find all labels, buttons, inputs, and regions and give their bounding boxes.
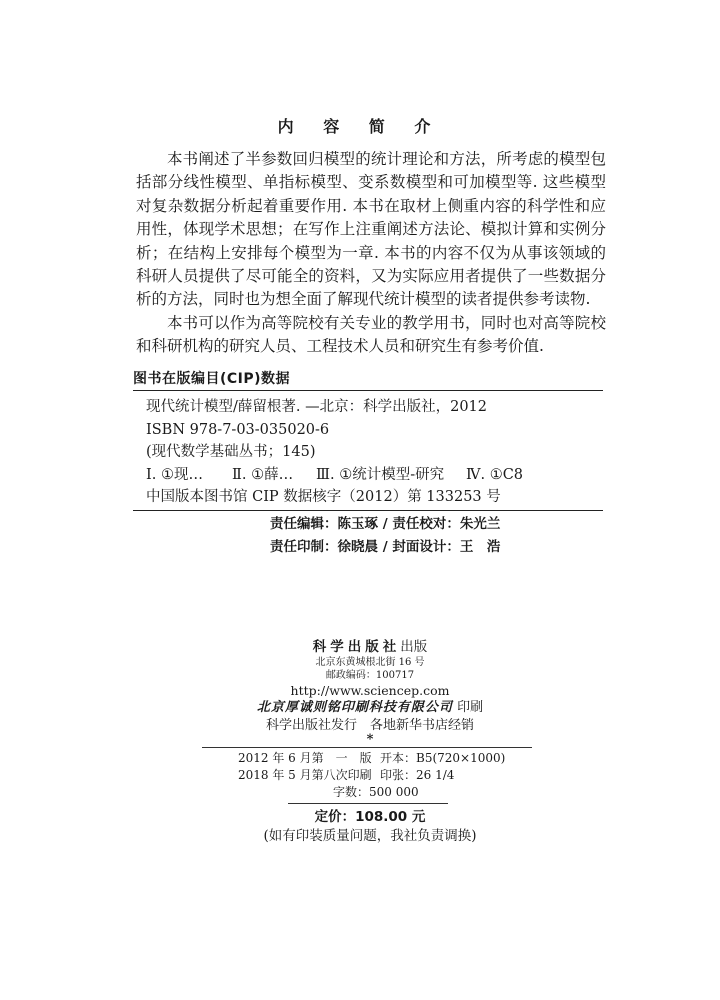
separator-star: * — [366, 732, 374, 747]
word-count-line — [238, 784, 580, 801]
publisher-postcode: 邮政编码：100717 — [325, 670, 415, 681]
edition: 2012 年 6 月第 一 版 — [238, 751, 372, 765]
editorial-staff — [270, 513, 500, 559]
cip-bottom-rule — [133, 510, 603, 511]
cip-data-block — [146, 396, 606, 509]
intro-paragraph-1: 本书阐述了半参数回归模型的统计理论和方法，所考虑的模型包括部分线性模型、单指标模型、变系数模型和可加模型等. 这些模型对复杂数据分析起着重要作用. 本书在取材上侧重内容的科学性和应用性，体现学术思想；在写作上注重阐述方法论、模拟计算和实例分析；在结构上安排每个模型为一章. 本书的内容不仅为从事该领域的科研人员提供了尽可能全的资料，又为实际应用者提供了一些数据分析的方法，同时也为想全面了解现代统计模型的读者提供参考读物. — [136, 150, 606, 309]
publisher-address: 北京东黄城根北街 16 号 — [315, 657, 425, 668]
cip-isbn: ISBN 978-7-03-035020-6 — [146, 421, 330, 438]
quality-note: (如有印装质量问题，我社负责调换) — [263, 828, 477, 844]
edition-line — [238, 750, 580, 767]
colophon-rule-top — [202, 747, 532, 748]
colophon — [160, 638, 580, 846]
price: 定价：108.00 元 — [314, 809, 426, 825]
staff-line-production: 责任印制：徐晓晨 / 封面设计：王 浩 — [270, 539, 501, 555]
printer-name: 北京厚诚则铭印刷科技有限公司 — [256, 700, 453, 715]
printing-line — [238, 767, 580, 784]
staff-line-editor: 责任编辑：陈玉琢 / 责任校对：朱光兰 — [270, 516, 501, 532]
publisher-name: 科学出版社 — [312, 639, 401, 655]
book-introduction — [136, 148, 606, 359]
printing: 2018 年 5 月第八次印刷 — [238, 768, 372, 782]
printed-sheets: 印张：26 1/4 — [380, 768, 455, 782]
distribution-line: 科学出版社发行 各地新华书店经销 — [265, 718, 474, 733]
publisher-url: http://www.sciencep.com — [290, 683, 450, 698]
publisher-line — [160, 638, 580, 656]
cip-bibliographic-line: 现代统计模型/薛留根著. —北京：科学出版社，2012 — [146, 399, 488, 415]
printer-line — [160, 699, 580, 717]
cip-series: (现代数学基础丛书；145) — [146, 444, 316, 461]
cip-header: 图书在版编目(CIP)数据 — [133, 371, 291, 387]
cip-classification — [146, 464, 606, 487]
cip-class-2: Ⅱ. ①薛… — [232, 466, 294, 483]
colophon-rule-bottom — [288, 803, 448, 804]
cip-class-1: Ⅰ. ①现… — [146, 466, 203, 483]
cip-record-number: 中国版本图书馆 CIP 数据核字（2012）第 133253 号 — [146, 489, 501, 506]
word-count: 字数：500 000 — [333, 785, 419, 799]
page-title: 内 容 简 介 — [277, 117, 443, 136]
book-format: 开本：B5(720×1000) — [380, 751, 506, 765]
printer-suffix: 印刷 — [457, 700, 484, 715]
cip-class-3: Ⅲ. ①统计模型-研究 — [316, 466, 445, 483]
intro-paragraph-2: 本书可以作为高等院校有关专业的教学用书，同时也对高等院校和科研机构的研究人员、工程技术人员和研究生有参考价值. — [136, 313, 606, 356]
publisher-suffix: 出版 — [400, 639, 428, 655]
cip-class-4: Ⅳ. ①C8 — [466, 466, 524, 483]
cip-top-rule — [133, 390, 603, 391]
